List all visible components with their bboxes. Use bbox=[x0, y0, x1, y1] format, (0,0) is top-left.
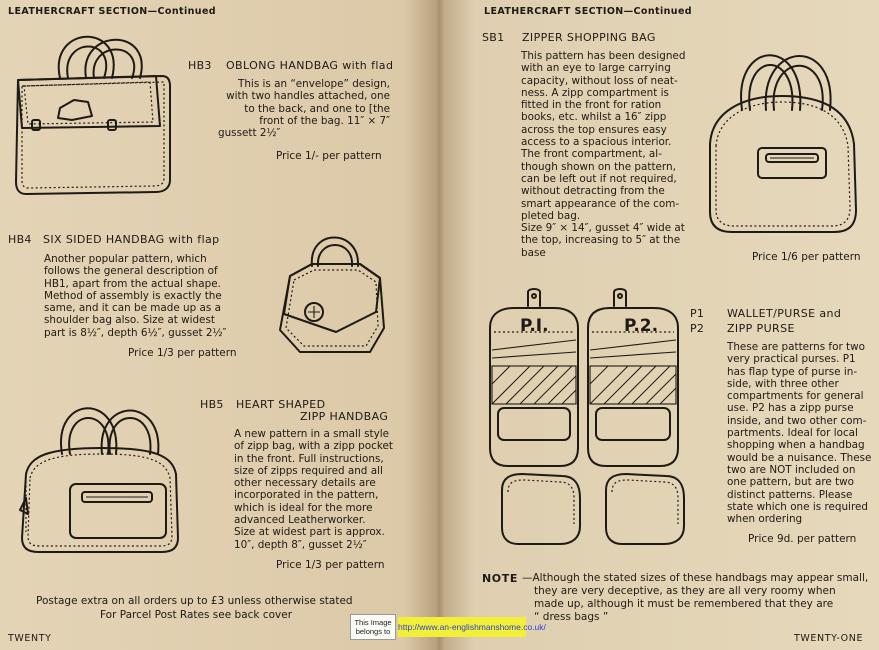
hb3-price: Price 1/- per pattern bbox=[276, 150, 382, 162]
hb4-description bbox=[44, 253, 244, 339]
sb1-line: without detracting from the bbox=[521, 185, 665, 198]
sb1-price: Price 1/6 per pattern bbox=[752, 251, 861, 263]
p-title-line1: WALLET/PURSE and bbox=[727, 307, 842, 320]
hb4-title: SIX SIDED HANDBAG with flap bbox=[43, 233, 220, 246]
left-page bbox=[0, 0, 438, 650]
zipper-shopping-bag-illustration bbox=[702, 40, 862, 240]
hb4-line: Another popular pattern, which bbox=[44, 253, 207, 265]
sb1-description bbox=[521, 50, 693, 259]
right-page-number: TWENTY-ONE bbox=[794, 633, 864, 644]
note-line3: made up, although it must be remembered that they are bbox=[534, 598, 834, 610]
hb5-line: A new pattern in a small style bbox=[234, 428, 390, 440]
watermark-stamp bbox=[350, 614, 546, 640]
sb1-line: smart appearance of the com- bbox=[521, 197, 680, 210]
p-line: These are patterns for two bbox=[727, 341, 865, 353]
sb1-line: books, etc. whilst a 16″ zipp bbox=[521, 111, 667, 124]
oblong-handbag-illustration bbox=[8, 28, 178, 200]
p-line: partments. Ideal for local bbox=[727, 427, 858, 440]
heart-shaped-handbag-illustration bbox=[12, 398, 192, 558]
sb1-line: capacity, without loss of neat- bbox=[521, 74, 678, 87]
hb5-description bbox=[234, 428, 392, 551]
six-sided-handbag-illustration bbox=[272, 232, 390, 360]
watermark-url[interactable]: http://www.an-englishmanshome.co.uk/ bbox=[398, 617, 526, 637]
hb4-line: Method of assembly is exactly the bbox=[44, 289, 222, 302]
closed-purses-illustration bbox=[496, 470, 686, 550]
p-line: would be a nuisance. These bbox=[727, 451, 872, 464]
hb4-line: part is 8½″, depth 6½″, gusset 2½″ bbox=[44, 326, 227, 339]
hb4-line: shoulder bag also. Size at widest bbox=[44, 314, 215, 327]
hb5-title-line2: ZIPP HANDBAG bbox=[300, 410, 389, 423]
hb5-code: HB5 bbox=[200, 398, 224, 411]
p-line: one pattern, but are two bbox=[727, 476, 855, 489]
p-line: shopping when a handbag bbox=[727, 439, 865, 452]
sb1-line: ness. A zipp compartment is bbox=[521, 86, 669, 99]
right-page bbox=[440, 0, 879, 650]
hb5-line: Size at widest part is approx. bbox=[234, 526, 385, 539]
hb3-line: front of the bag. 11″ × 7″ bbox=[259, 114, 390, 127]
right-page-header: LEATHERCRAFT SECTION—Continued bbox=[484, 6, 692, 17]
hb4-line: follows the general description of bbox=[44, 265, 218, 278]
hb4-price: Price 1/3 per pattern bbox=[128, 347, 237, 359]
p-line: two are NOT included on bbox=[727, 463, 856, 476]
hb4-code: HB4 bbox=[8, 233, 32, 246]
p-title-line2: ZIPP PURSE bbox=[727, 322, 795, 335]
hb5-price: Price 1/3 per pattern bbox=[276, 559, 385, 571]
sb1-title: ZIPPER SHOPPING BAG bbox=[522, 31, 656, 44]
sb1-line: with an eye to large carrying bbox=[521, 62, 671, 75]
sb1-line: can be left out if not required, bbox=[521, 172, 677, 185]
p-price: Price 9d. per pattern bbox=[748, 533, 857, 545]
sb1-line: access to a spacious interior. bbox=[521, 136, 672, 149]
purse-label-p2: P.2. bbox=[624, 316, 659, 336]
p-line: state which one is required bbox=[727, 500, 868, 513]
p-line: compartments for general bbox=[727, 390, 864, 403]
sb1-line: This pattern has been designed bbox=[521, 50, 686, 62]
hb3-line: with two handles attached, one bbox=[226, 90, 390, 103]
p-line: use. P2 has a zipp purse bbox=[727, 402, 854, 415]
sb1-line: though shown on the pattern, bbox=[521, 160, 676, 173]
hb3-line: This is an “envelope” design, bbox=[238, 78, 390, 90]
p2-code: P2 bbox=[690, 322, 705, 335]
postage-note-line1: Postage extra on all orders up to £3 unless otherwise stated bbox=[36, 595, 353, 607]
hb3-line: to the back, and one to [the bbox=[244, 102, 390, 115]
sb1-line: Size 9″ × 14″, gusset 4″ wide at bbox=[521, 222, 685, 235]
note-line4: “ dress bags ” bbox=[534, 611, 609, 623]
note-label: NOTE bbox=[482, 572, 518, 585]
p-line: distinct patterns. Please bbox=[727, 488, 853, 501]
hb5-line: incorporated in the pattern, bbox=[234, 489, 379, 502]
hb5-line: in the front. Full instructions, bbox=[234, 452, 384, 465]
watermark-label: This Image belongs to bbox=[350, 614, 396, 640]
hb5-line: of zipp bag, with a zipp pocket bbox=[234, 440, 393, 453]
hb3-title: OBLONG HANDBAG with flad bbox=[226, 59, 394, 72]
hb5-line: size of zipps required and all bbox=[234, 464, 383, 477]
sb1-line: pleted bag. bbox=[521, 209, 581, 222]
note-line1: —Although the stated sizes of these handbags may appear small, bbox=[522, 572, 869, 584]
sb1-line: across the top ensures easy bbox=[521, 123, 667, 136]
left-page-header: LEATHERCRAFT SECTION—Continued bbox=[8, 6, 216, 17]
p-line: when ordering bbox=[727, 513, 803, 526]
purse-label-p1: P.I. bbox=[520, 316, 549, 336]
p-line: inside, and two other com- bbox=[727, 414, 867, 427]
p-line: has flap type of purse in- bbox=[727, 365, 858, 378]
sb1-line: the top, increasing to 5″ at the bbox=[521, 234, 681, 247]
hb4-line: same, and it can be made up as a bbox=[44, 302, 221, 315]
hb3-description bbox=[218, 78, 390, 139]
sb1-line: base bbox=[521, 246, 546, 259]
note-line2: they are very deceptive, as they are all very roomy when bbox=[534, 585, 836, 597]
sb1-line: fitted in the front for ration bbox=[521, 99, 662, 112]
hb5-line: advanced Leatherworker. bbox=[234, 514, 366, 527]
left-page-number: TWENTY bbox=[8, 633, 52, 644]
sb1-code: SB1 bbox=[482, 31, 505, 44]
hb5-title-line1: HEART SHAPED bbox=[236, 398, 326, 411]
hb5-line: other necessary details are bbox=[234, 477, 376, 490]
hb5-line: which is ideal for the more bbox=[234, 501, 373, 514]
p-line: very practical purses. P1 bbox=[727, 353, 856, 366]
hb3-line: gussett 2½″ bbox=[218, 127, 281, 140]
p-line: side, with three other bbox=[727, 377, 839, 390]
sb1-line: The front compartment, al- bbox=[521, 148, 662, 161]
hb5-line: 10″, depth 8″, gusset 2½″ bbox=[234, 538, 367, 551]
hb3-code: HB3 bbox=[188, 59, 212, 72]
postage-note-line2: For Parcel Post Rates see back cover bbox=[100, 609, 293, 621]
p-description bbox=[727, 341, 872, 526]
p1-code: P1 bbox=[690, 307, 705, 320]
hb4-line: HB1, apart from the actual shape. bbox=[44, 277, 221, 290]
